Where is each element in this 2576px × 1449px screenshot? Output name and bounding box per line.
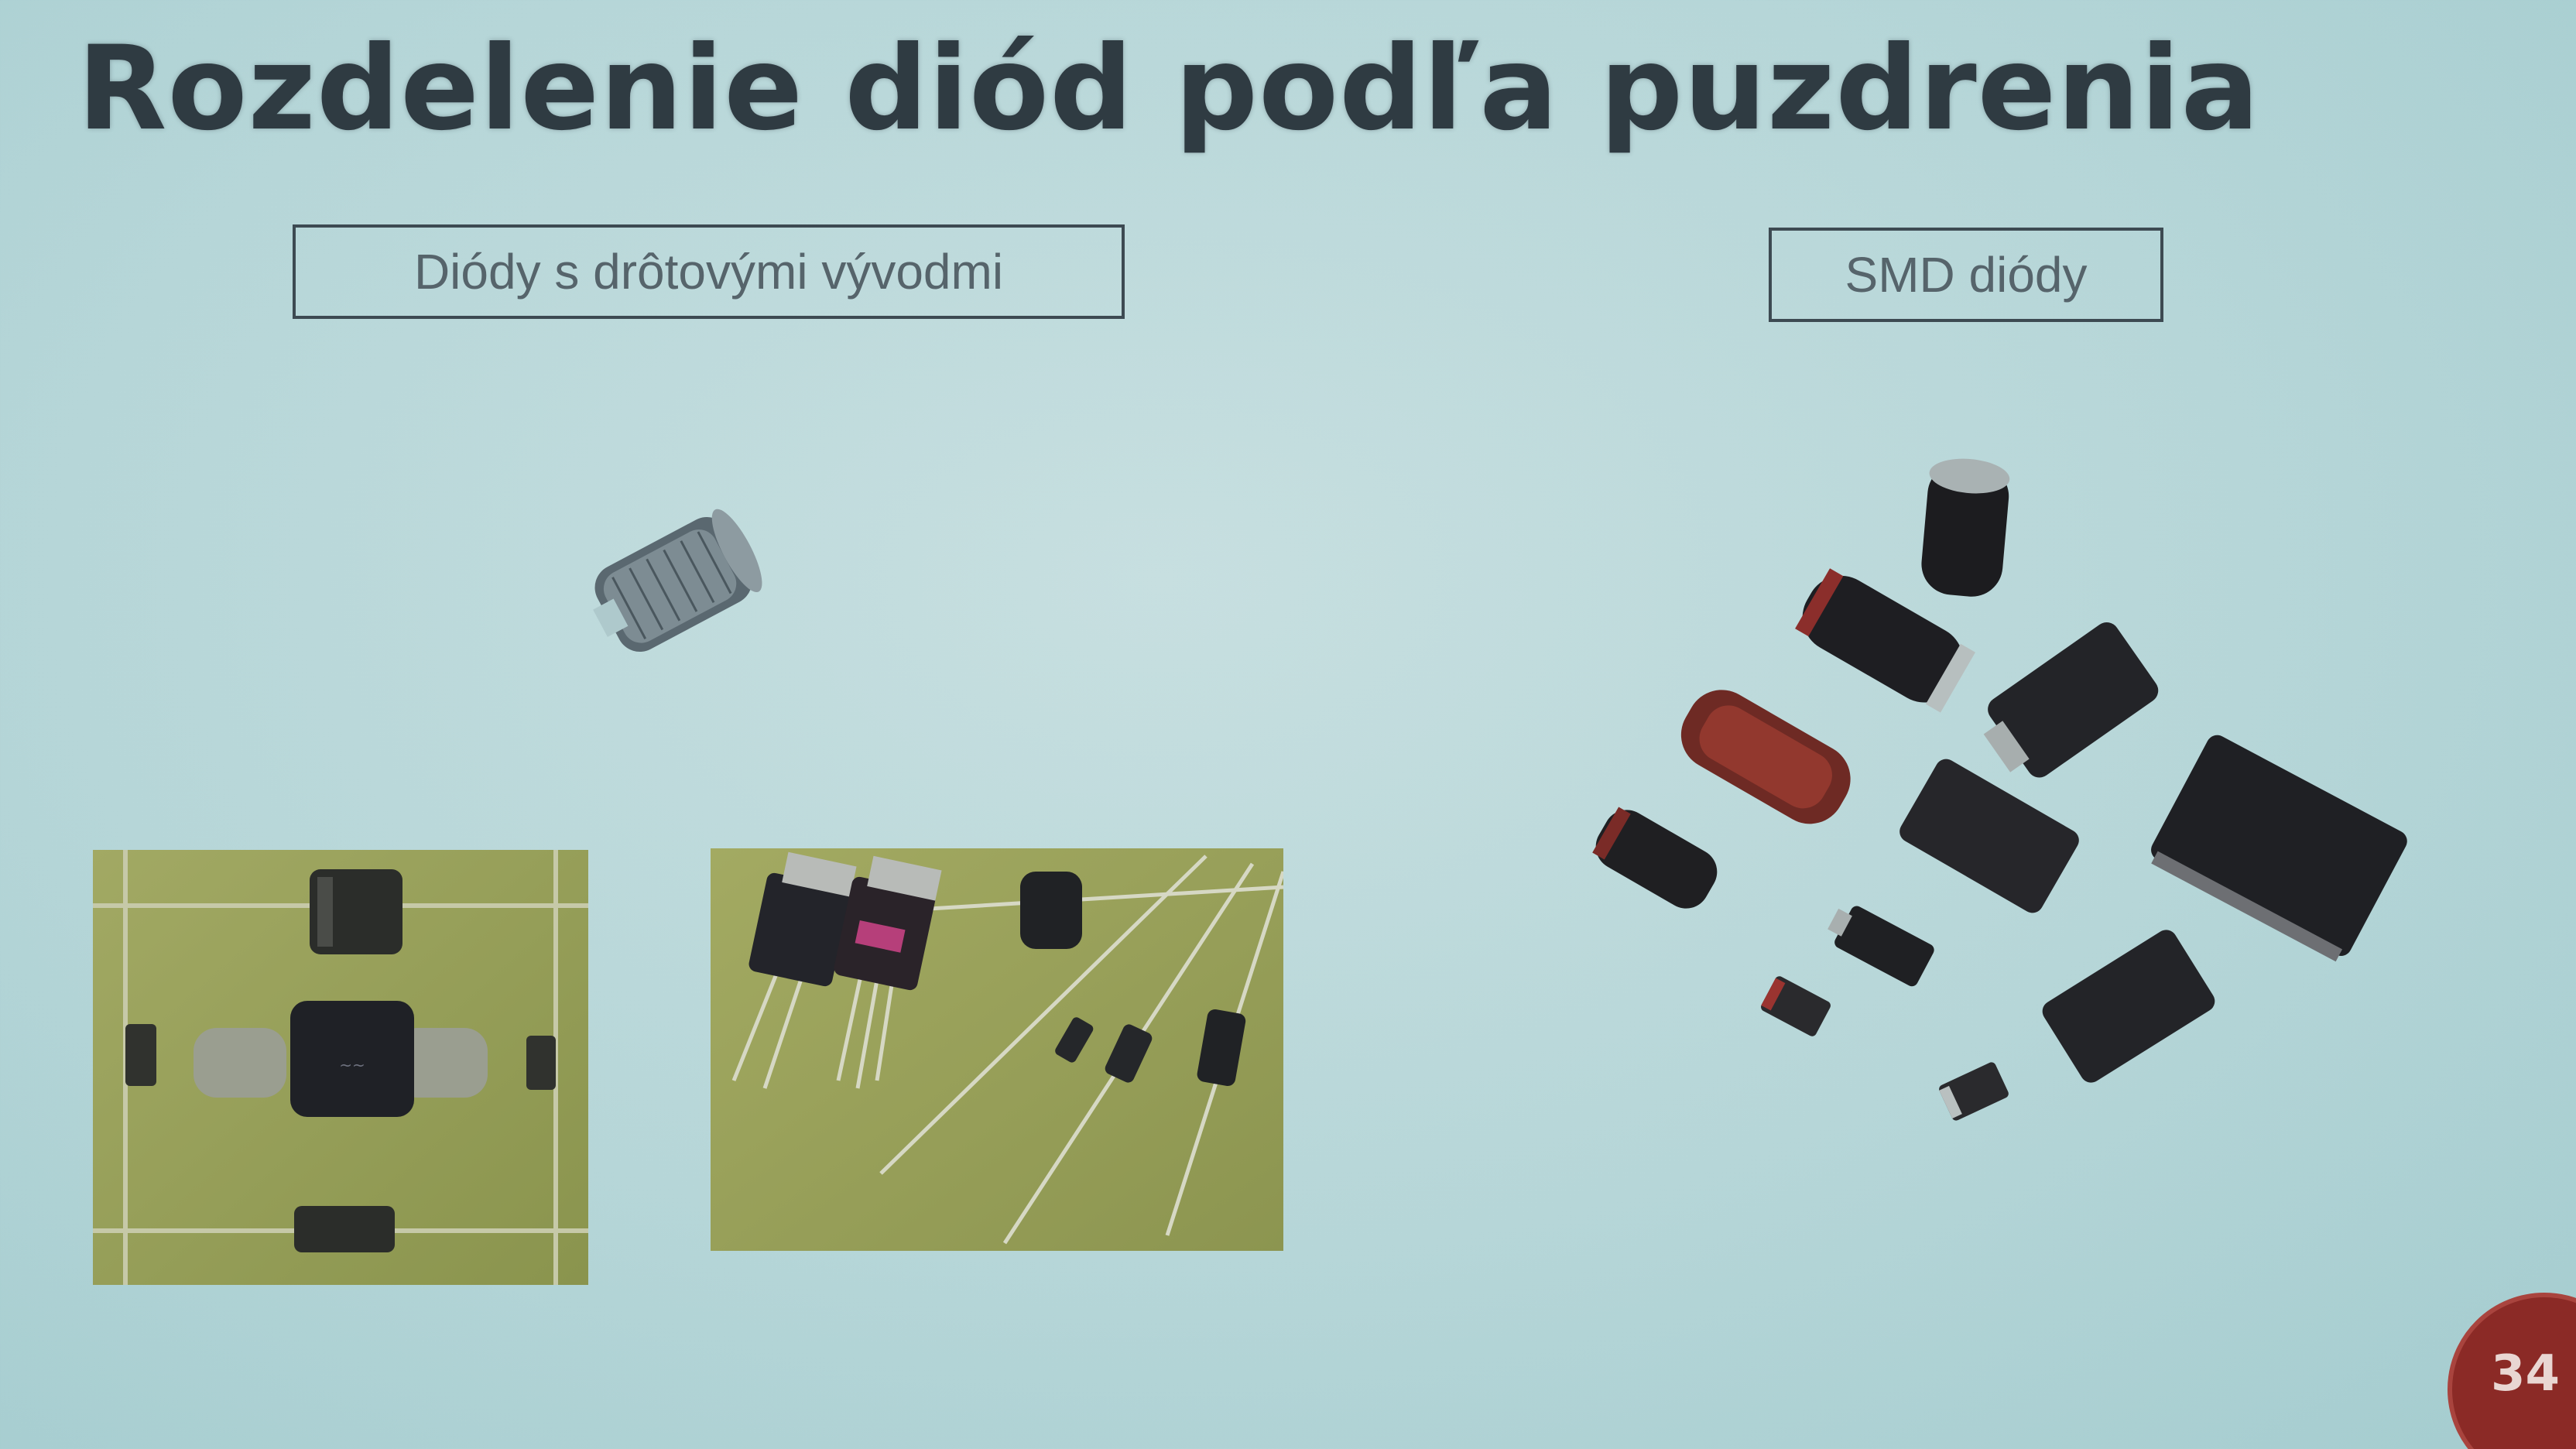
through-hole-diodes-photo-1 — [93, 850, 588, 1285]
cylindrical-diode-image — [569, 495, 778, 673]
smd-diodes-label — [1769, 228, 2163, 322]
slide-title: Rozdelenie diód podľa puzdrenia — [77, 22, 2260, 156]
page-number-badge — [2448, 1293, 2576, 1449]
smd-diodes-image — [1579, 449, 2446, 1146]
through-hole-diodes-photo-2 — [711, 848, 1283, 1251]
wire-diodes-label-text: Diódy s drôtovými vývodmi — [413, 244, 1004, 300]
svg-text:~~: ~~ — [339, 1056, 365, 1074]
smd-diodes-label-text: SMD diódy — [1845, 247, 2088, 303]
wire-diodes-label — [293, 224, 1125, 319]
page-number: 34 — [2491, 1345, 2561, 1403]
